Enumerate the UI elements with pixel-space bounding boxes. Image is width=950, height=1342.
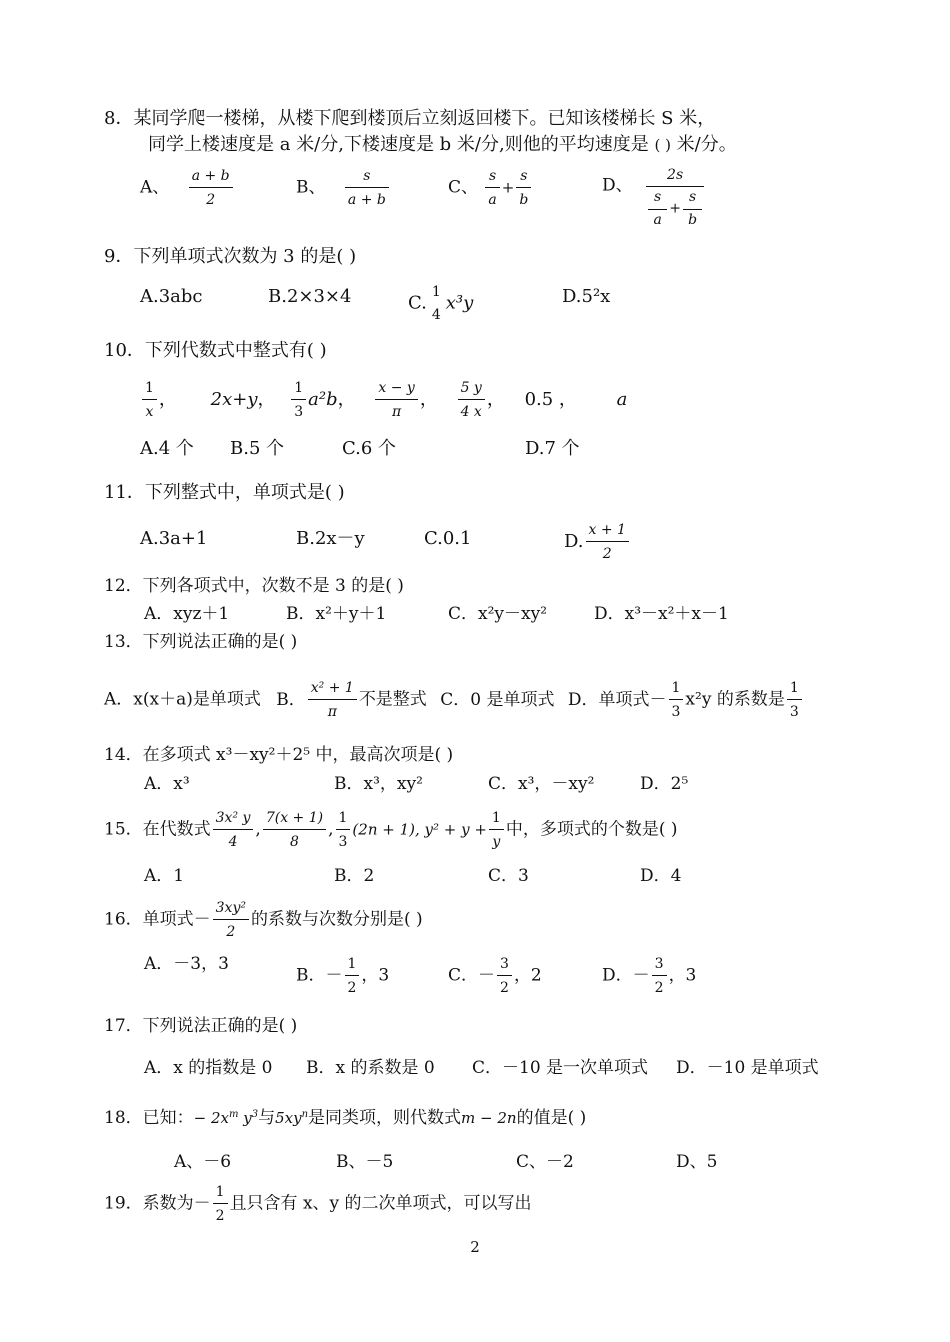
- q17-option-c: C．－10 是一次单项式: [472, 1058, 649, 1078]
- q15-option-b: B．2: [334, 866, 375, 886]
- q16-option-d: D．－ $\frac{3}{2}$ ，3: [602, 956, 697, 997]
- q14-option-d: D．2⁵: [640, 774, 689, 794]
- q12-question: 12．下列各项式中，次数不是 3 的是( ): [104, 576, 404, 596]
- q12-option-b: B．x²＋y＋1: [286, 604, 387, 624]
- q14-option-a: A．x³: [144, 774, 190, 794]
- q12-option-c: C．x²y－xy²: [448, 604, 548, 624]
- q8-option-b: B、 $\frac{s}{a + b}$: [296, 168, 391, 208]
- q10-expressions: $\frac{1}{x}$ ， 2x+y， $\frac{1}{3}$ a²b， $\frac{x - y}{\pi}$ ， $\frac{5 y}{4 x}$ ， 0.5 ， a: [140, 380, 627, 420]
- q11-option-c: C.0.1: [424, 528, 472, 549]
- q10-option-b: B.5 个: [230, 438, 285, 459]
- q16-option-b: B．－ $\frac{1}{2}$ ，3: [296, 956, 390, 997]
- q14-question: 14．在多项式 x³－xy²＋2⁵ 中，最高次项是( ): [104, 745, 454, 765]
- q17-option-a: A．x 的指数是 0: [144, 1058, 273, 1078]
- q8-line1: 8．某同学爬一楼梯，从楼下爬到楼顶后立刻返回楼下。已知该楼梯长 S 米，: [104, 108, 716, 129]
- q9-option-b: B.2×3×4: [268, 286, 352, 307]
- q11-option-b: B.2x－y: [296, 528, 365, 549]
- q16-option-a: A．－3，3: [144, 954, 229, 974]
- q9-option-a: A.3abc: [140, 286, 203, 307]
- q17-option-d: D．－10 是单项式: [676, 1058, 819, 1078]
- q10-option-d: D.7 个: [525, 438, 580, 459]
- q12-option-d: D．x³－x²＋x－1: [594, 604, 729, 624]
- q14-option-c: C．x³，－xy²: [488, 774, 595, 794]
- q11-option-a: A.3a+1: [140, 528, 208, 549]
- q11-question: 11．下列整式中，单项式是( ): [104, 482, 345, 503]
- q11-option-d: D. $\frac{x + 1}{2}$: [564, 522, 631, 562]
- q18-option-c: C、－2: [516, 1152, 574, 1172]
- q10-question: 10．下列代数式中整式有( ): [104, 340, 327, 361]
- q12-option-a: A．xyz＋1: [144, 604, 230, 624]
- q18-option-d: D、5: [676, 1152, 718, 1172]
- q9-option-d: D.5²x: [562, 286, 611, 307]
- q10-option-c: C.6 个: [342, 438, 397, 459]
- q17-question: 17．下列说法正确的是( ): [104, 1016, 298, 1036]
- q18-option-b: B、－5: [336, 1152, 394, 1172]
- q9-question: 9．下列单项式次数为 3 的是( ): [104, 246, 357, 267]
- q10-option-a: A.4 个: [140, 438, 194, 459]
- q9-option-c: C. 1 4 x³y: [408, 284, 474, 324]
- q19-question: 19．系数为－ $\frac{1}{2}$ 且只含有 x、y 的二次单项式，可以写出: [104, 1184, 532, 1225]
- q13-option-a: A．x(x＋a)是单项式: [104, 689, 261, 710]
- q8-line2: 同学上楼速度是 a 米/分,下楼速度是 b 米/分,则他的平均速度是 ( ) 米/分。: [148, 134, 737, 155]
- q15-question: 15．在代数式 $\frac{\text{3x² y}}{4}$ , $\frac{7(x + 1)}{8}$ , $\frac{1}{3}$ (2n + 1), y² + y + $\frac{1}{y}$ 中，多项式的个数是( ): [104, 810, 678, 851]
- q13-options: A．x(x＋a)是单项式 B． $\frac{\text{x² + 1}}{\pi}$ 不是整式 C．0 是单项式 D．单项式－ $\frac{1}{3}$ x²y 的系数是 $\frac{1}{3}$: [104, 680, 804, 720]
- q16-option-c: C．－ $\frac{3}{2}$ ，2: [448, 956, 542, 997]
- page-number: 2: [470, 1238, 480, 1256]
- q18-question: 18．已知：− $2x^m$ $y^3$与$5xy^n$是同类项，则代数式m − 2n的值是( ): [104, 1108, 587, 1128]
- q15-option-a: A．1: [144, 866, 185, 886]
- q8-option-c: C、 $\frac{s}{a}$ + $\frac{s}{b}$: [448, 168, 533, 208]
- q18-option-a: A、－6: [174, 1152, 232, 1172]
- q16-question: 16．单项式－ $\frac{\text{3xy²}}{2}$ 的系数与次数分别是( ): [104, 900, 423, 941]
- q14-option-b: B．x³，xy²: [334, 774, 423, 794]
- q8-option-d: D、 2s $\frac{s}{a}$ + $\frac{s}{b}$: [602, 168, 704, 228]
- q13-question: 13．下列说法正确的是( ): [104, 632, 298, 652]
- q17-option-b: B．x 的系数是 0: [306, 1058, 435, 1078]
- q15-option-d: D．4: [640, 866, 682, 886]
- q8-option-a: A、 $\frac{a + b}{2}$: [140, 168, 235, 208]
- q15-option-c: C．3: [488, 866, 529, 886]
